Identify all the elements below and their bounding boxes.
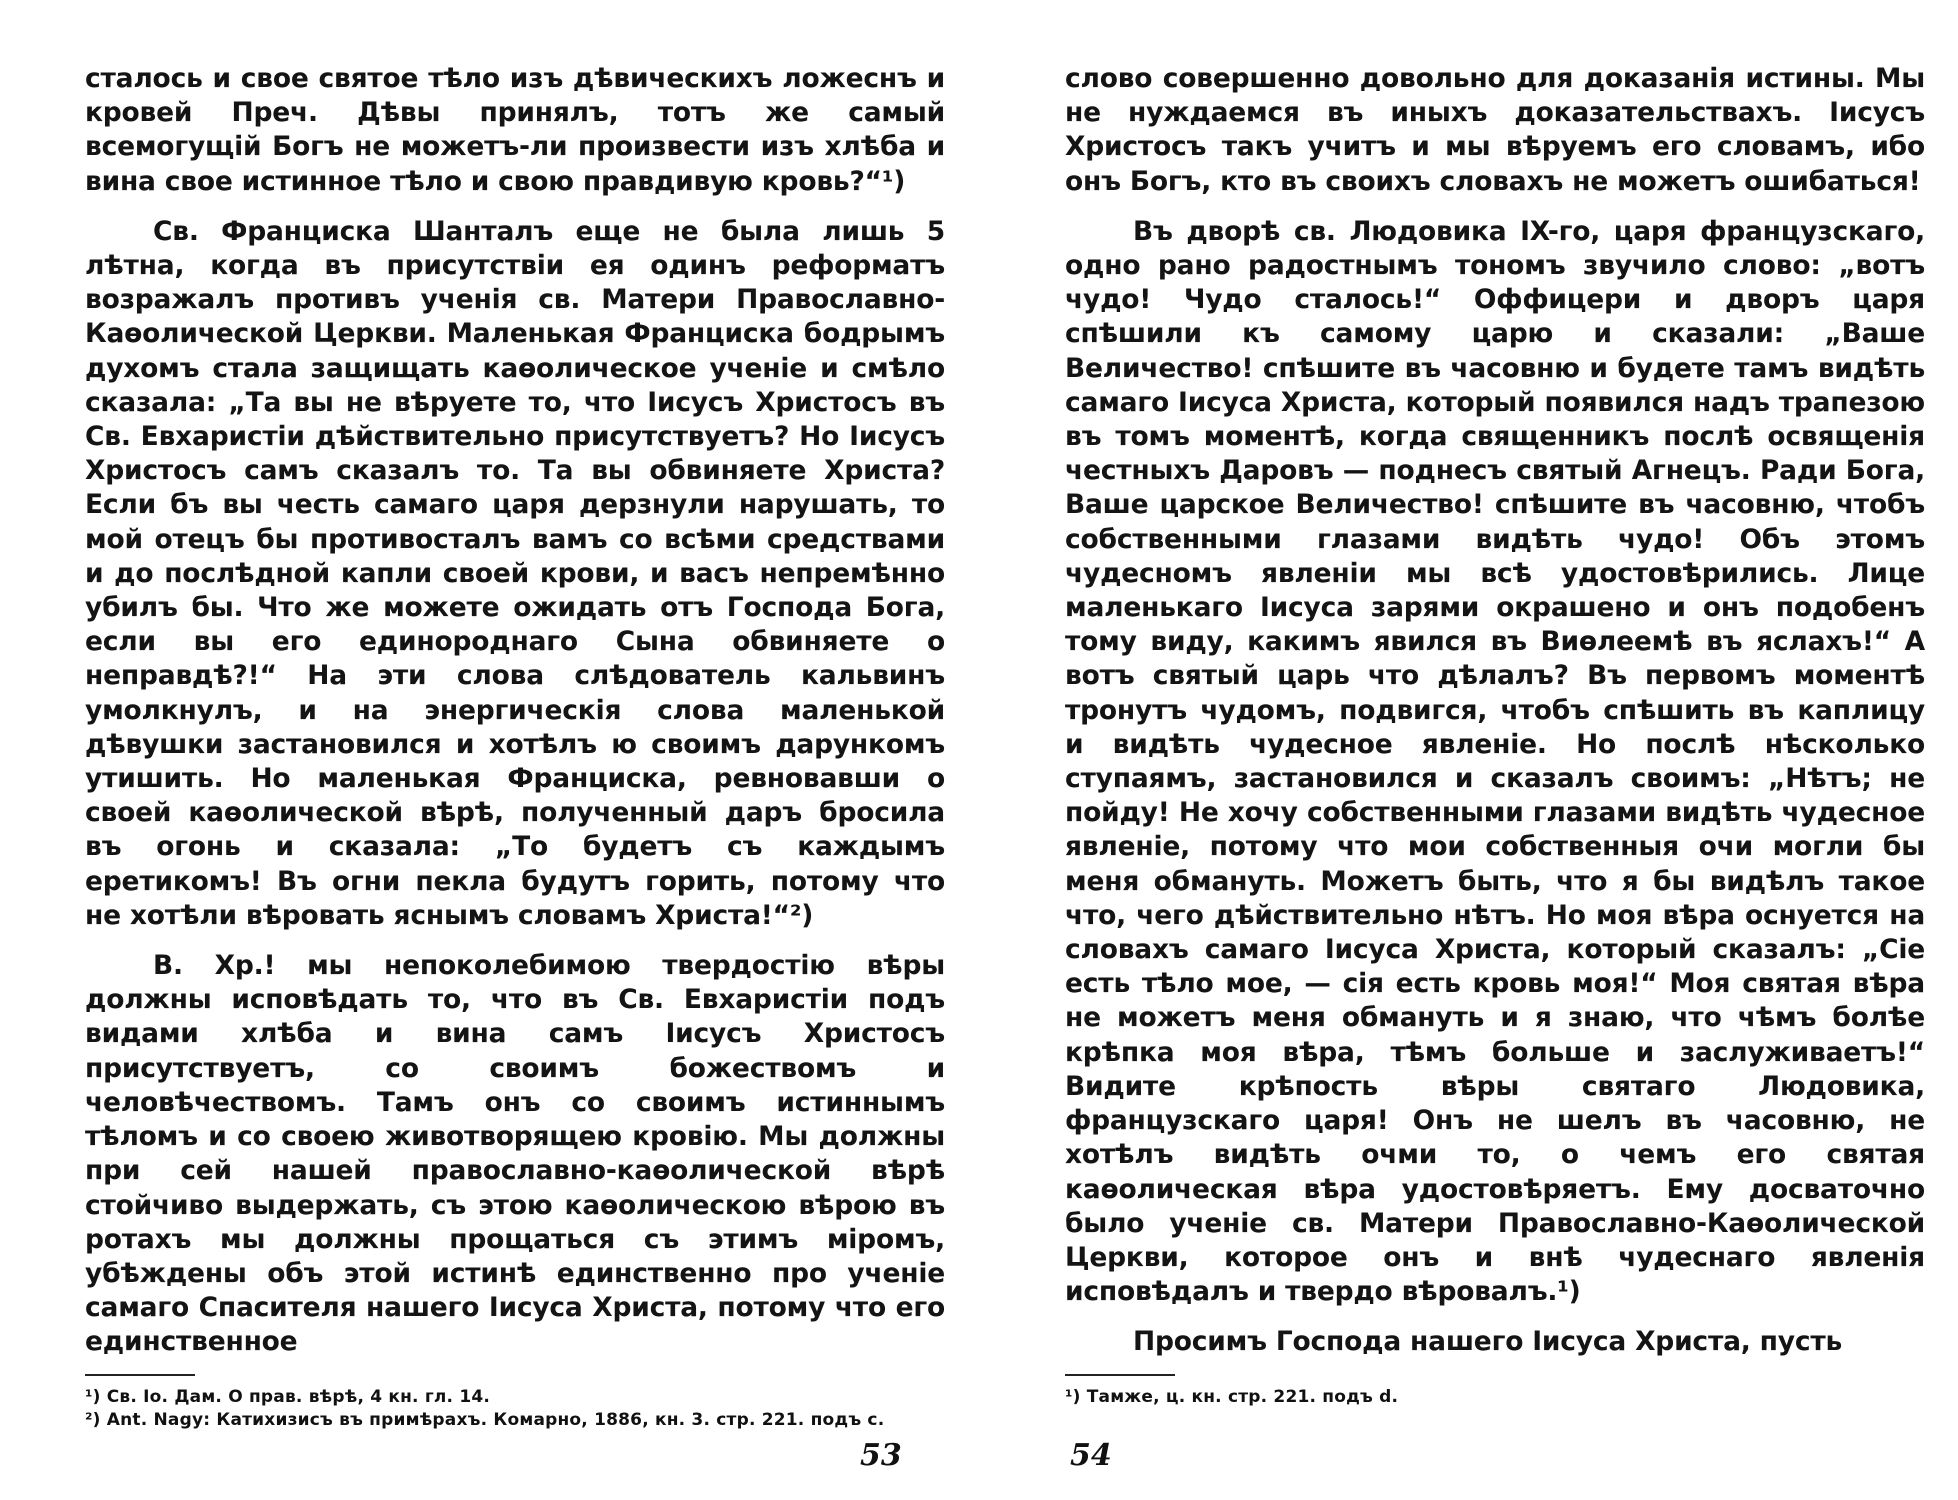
paragraph: Въ дворѣ св. Людовика IX-го, царя французскаго, одно рано радостнымъ тономъ звучило слово: „вотъ чудо! Чудо сталось!“ Оффицери и дворъ царя спѣшили къ самому царю и сказали: „Ваше Величество! спѣшите въ часовню и будете тамъ видѣть самаго Іисуса Христа, который появился надъ трапезою въ томъ моментѣ, когда священникъ послѣ освященія честныхъ Даровъ — поднесъ святый Агнецъ. Ради Бога, Ваше царское Величество! спѣшите въ часовню, чтобъ собственными глазами видѣть чудо! Объ этомъ чудесномъ явленіи мы всѣ удостовѣрились. Лице маленькаго Іисуса зарями окрашено и онъ подобенъ тому виду, какимъ явился въ Виѳлеемѣ въ яслахъ!“ А вотъ святый царь что дѣлалъ? Въ первомъ моментѣ тронутъ чудомъ, подвигся, чтобъ спѣшить въ каплицу и видѣть чудесное явленіе. Но послѣ нѣсколько ступаямъ, застановился и сказалъ своимъ: „Нѣтъ; не пойду! Не хочу собственными глазами видѣть чудесное явленіе, потому что мои собственныя очи могли бы меня обмануть. Можетъ быть, что я бы видѣлъ такое что, чего дѣйствительно нѣтъ. Но моя вѣра оснуется на словахъ самаго Іисуса Христа, который сказалъ: „Сіе есть тѣло мое, — сія есть кровь моя!“ Моя святая вѣра не можетъ меня обмануть и я знаю, что чѣмъ болѣе крѣпка моя вѣра, тѣмъ больше и заслуживаетъ!“ Видите крѣпость вѣры святаго Людовика, французскаго царя! Онъ не шелъ въ часовню, не хотѣлъ видѣть очми то, о чемъ его святая каѳолическая вѣра удостовѣряетъ. Ему досвaточно было ученіе св. Матери Православно-Каѳолической Церкви, которое онъ и внѣ чудеснаго явленія исповѣдалъ и твердо вѣровалъ.¹)	[1065, 215, 1925, 1308]
page-number: 53	[860, 1438, 902, 1473]
footnote: ¹) Св. Іо. Дам. О прав. вѣрѣ, 4 кн. гл. 14.	[85, 1386, 491, 1407]
page-number: 54	[1070, 1438, 1112, 1473]
footnote: ¹) Тамже, ц. кн. стр. 221. подъ d.	[1065, 1386, 1399, 1407]
footnote-divider	[85, 1374, 195, 1376]
paragraph: сталось и свое святое тѣло изъ дѣвическихъ ложеснъ и кровей Преч. Дѣвы принялъ, тотъ же самый всемогущій Богъ не можетъ-ли произвести изъ хлѣба и вина свое истинное тѣло и свою правдивую кровь?“¹)	[85, 63, 945, 197]
footnote-divider	[1065, 1374, 1175, 1376]
paragraph: В. Хр.! мы непоколебимою твердостію вѣры должны исповѣдать то, что въ Св. Евхаристіи подъ видами хлѣба и вина самъ Іисусъ Христосъ присутствуетъ, со своимъ божествомъ и человѣчествомъ. Тамъ онъ со своимъ истиннымъ тѣломъ и со своею животворящею кровію. Мы должны при сей нашей православно-каѳолической вѣрѣ стойчиво выдержать, съ этою каѳолическою вѣрою въ ротахъ мы должны прощаться съ этимъ міромъ, убѣждены объ этой истинѣ единственно про ученіе самаго Спасителя нашего Іисуса Христа, потому что его единственное	[85, 950, 945, 1358]
left-page	[85, 62, 945, 1432]
right-page	[1065, 62, 1925, 1409]
paragraph: слово совершенно довольно для доказанія истины. Мы не нуждаемся въ иныхъ доказательствахъ. Іисусъ Христосъ такъ учитъ и мы вѣруемъ его словамъ, ибо онъ Богъ, кто въ своихъ словахъ не можетъ ошибаться!	[1065, 63, 1925, 197]
paragraph: Просимъ Господа нашего Іисуса Христа, пусть	[1133, 1326, 1843, 1358]
paragraph: Св. Франциска Шанталъ еще не была лишь 5 лѣтна, когда въ присутствіи ея одинъ реформатъ возражалъ противъ ученія св. Матери Православно-Каѳолической Церкви. Маленькая Франциска бодрымъ духомъ стала защищать каѳолическое ученіе и смѣло сказала: „Та вы не вѣруете то, что Іисусъ Христосъ въ Св. Евхаристіи дѣйствительно присутствуетъ? Но Іисусъ Христосъ самъ сказалъ то. Та вы обвиняете Христа? Если бъ вы честь самаго царя дерзнули нарушать, то мой отецъ бы противосталъ вамъ со всѣми средствами и до послѣдной капли своей крови, и васъ непремѣнно убилъ бы. Что же можете ожидать отъ Господа Бога, если вы его единороднаго Сына обвиняете о неправдѣ?!“ На эти слова слѣдователь кальвинъ умолкнулъ, и на энергическія слова маленькой дѣвушки застановился и хотѣлъ ю своимъ дарункомъ утишить. Но маленькая Франциска, ревновавши о своей каѳолической вѣрѣ, полученный даръ бросила въ огонь и сказала: „То будетъ съ каждымъ еретикомъ! Въ огни пекла будутъ горить, потому что не хотѣли вѣровать яснымъ словамъ Христа!“²)	[85, 215, 945, 931]
footnote: ²) Ant. Nagy: Катихизисъ въ примѣрахъ. Комарно, 1886, кн. 3. стр. 221. подъ с.	[85, 1409, 885, 1430]
